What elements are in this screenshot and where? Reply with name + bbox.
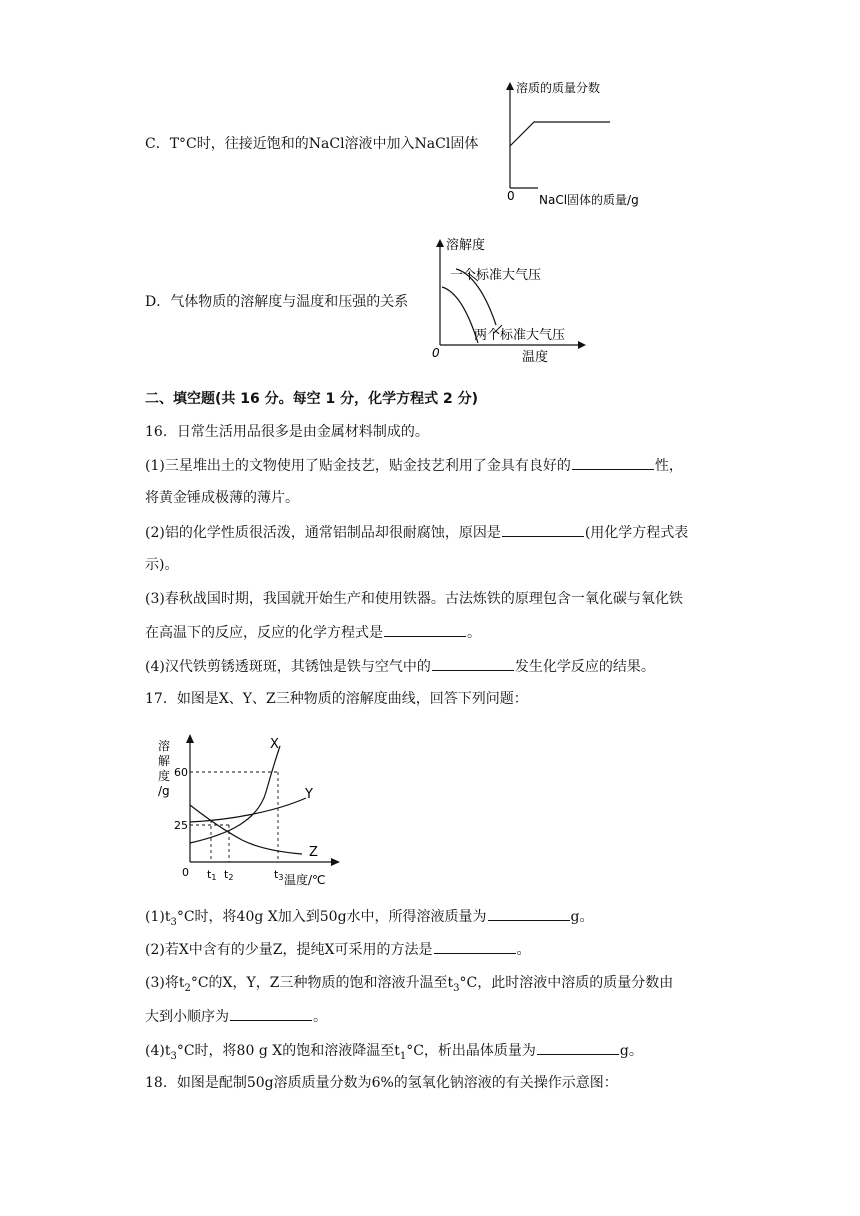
q17-p1-sub: 3 [170,916,177,928]
option-d-ylabel: 溶解度 [446,238,486,253]
q17-p4-sub2: 1 [399,1050,407,1062]
series-label-x: X [270,737,279,752]
q16-p3-text: 在高温下的反应，反应的化学方程式是 [145,625,383,641]
q17-blank2[interactable] [434,939,516,954]
q17-blank3[interactable] [230,1006,312,1021]
q17-p1-text: (1)t [145,909,171,925]
q17-part4 [145,1040,643,1067]
q16-part1 [145,455,683,476]
q17-blank4[interactable] [537,1040,619,1055]
q17-p4-text: (4)t [145,1043,171,1059]
q16-p1-text: (1)三星堆出土的文物使用了贴金技艺，贴金技艺利用了金具有良好的 [145,458,571,474]
y-tick-25: 25 [174,819,188,832]
origin-label: 0 [182,866,189,879]
x-axis-label: 温度/℃ [284,873,326,887]
q17-blank1[interactable] [488,906,570,921]
solubility-chart [150,730,340,892]
q16-blank2[interactable] [502,522,584,537]
q16-part2-cont: 示)。 [145,557,179,573]
option-d-curve2-label: 两个标准大气压 [474,328,566,343]
q17-p1-tail: g。 [570,909,594,925]
q16-p4-tail: 发生化学反应的结果。 [514,659,655,675]
y-label-1: 溶 [158,739,171,753]
option-d-curve1-label: 一个标准大气压 [450,268,542,283]
option-d-text: D．气体物质的溶解度与温度和压强的关系 [145,294,409,310]
q17-part1 [145,906,594,933]
y-label-3: 度 [158,769,171,783]
q17-p4-sub1: 3 [170,1050,177,1062]
curve-z [190,805,302,854]
q16-p4-text: (4)汉代铁剪锈透斑斑，其锈蚀是铁与空气中的 [145,659,431,675]
q17-p3-text2: °C的X，Y，Z三种物质的饱和溶液升温至t [190,975,454,991]
y-label-4: /g [158,784,170,798]
q17-p4-text3: °C，析出晶体质量为 [406,1043,536,1059]
series-label-y: Y [305,787,313,802]
section-heading: 二、填空题(共 16 分。每空 1 分，化学方程式 2 分) [145,391,479,407]
option-c-ylabel: 溶质的质量分数 [516,81,601,95]
option-c-text: C．T°C时，往接近饱和的NaCl溶液中加入NaCl固体 [145,136,479,152]
option-c-origin: 0 [507,189,515,203]
q17-p3-text3: °C，此时溶液中溶质的质量分数由 [459,975,674,991]
x-tick-t1: t1 [207,868,217,882]
curve-x [190,746,280,843]
q16-part3: (3)春秋战国时期，我国就开始生产和使用铁器。古法炼铁的原理包含一氧化碳与氧化铁 [145,591,683,607]
option-d-xlabel: 温度 [522,350,549,365]
q16-part1-cont: 将黄金锤成极薄的薄片。 [145,490,299,506]
q16-part2 [145,522,688,543]
q17-stem: 17．如图是X、Y、Z三种物质的溶解度曲线，回答下列问题： [145,691,528,707]
q17-p3-sub1: 2 [184,982,191,994]
q17-p4-text2: °C时，将80 g X的饱和溶液降温至t [176,1043,400,1059]
y-label-2: 解 [158,754,171,768]
q17-p2-text: (2)若X中含有的少量Z，提纯X可采用的方法是 [145,942,433,958]
q17-p3-text4: 大到小顺序为 [145,1009,229,1025]
q16-blank3[interactable] [384,622,466,637]
q17-part2 [145,939,531,960]
q16-blank4[interactable] [432,656,514,671]
q17-p2-tail: 。 [516,942,531,958]
q17-p3-tail: 。 [313,1009,327,1025]
option-d-chart [428,233,588,369]
q17-part3-cont [145,1006,327,1027]
option-c-chart [498,76,658,210]
q16-p2-text: (2)铝的化学性质很活泼，通常铝制品却很耐腐蚀，原因是 [145,525,501,541]
q16-p2-tail: (用化学方程式表 [584,525,689,541]
q16-stem: 16．日常生活用品很多是由金属材料制成的。 [145,424,429,440]
q17-p3-sub2: 3 [453,982,460,994]
x-tick-t2: t2 [224,868,234,882]
q17-p1-text2: °C时，将40g X加入到50g水中，所得溶液质量为 [176,909,487,925]
q17-p4-tail: g。 [619,1043,643,1059]
q16-part3-cont [145,622,481,643]
q16-p1-tail: 性， [654,458,683,474]
series-label-z: Z [309,845,318,860]
q16-part4 [145,656,655,677]
q17-p3-text: (3)将t [145,975,185,991]
q17-part3 [145,973,673,999]
option-d-origin: 0 [432,346,440,360]
option-c-xlabel: NaCl固体的质量/g [539,193,639,207]
x-tick-t3: t3 [274,868,284,882]
y-tick-60: 60 [174,766,188,779]
q18-stem: 18．如图是配制50g溶质质量分数为6%的氢氧化钠溶液的有关操作示意图： [145,1075,618,1091]
q16-p3-tail: 。 [467,625,481,641]
q16-blank1[interactable] [572,455,654,470]
